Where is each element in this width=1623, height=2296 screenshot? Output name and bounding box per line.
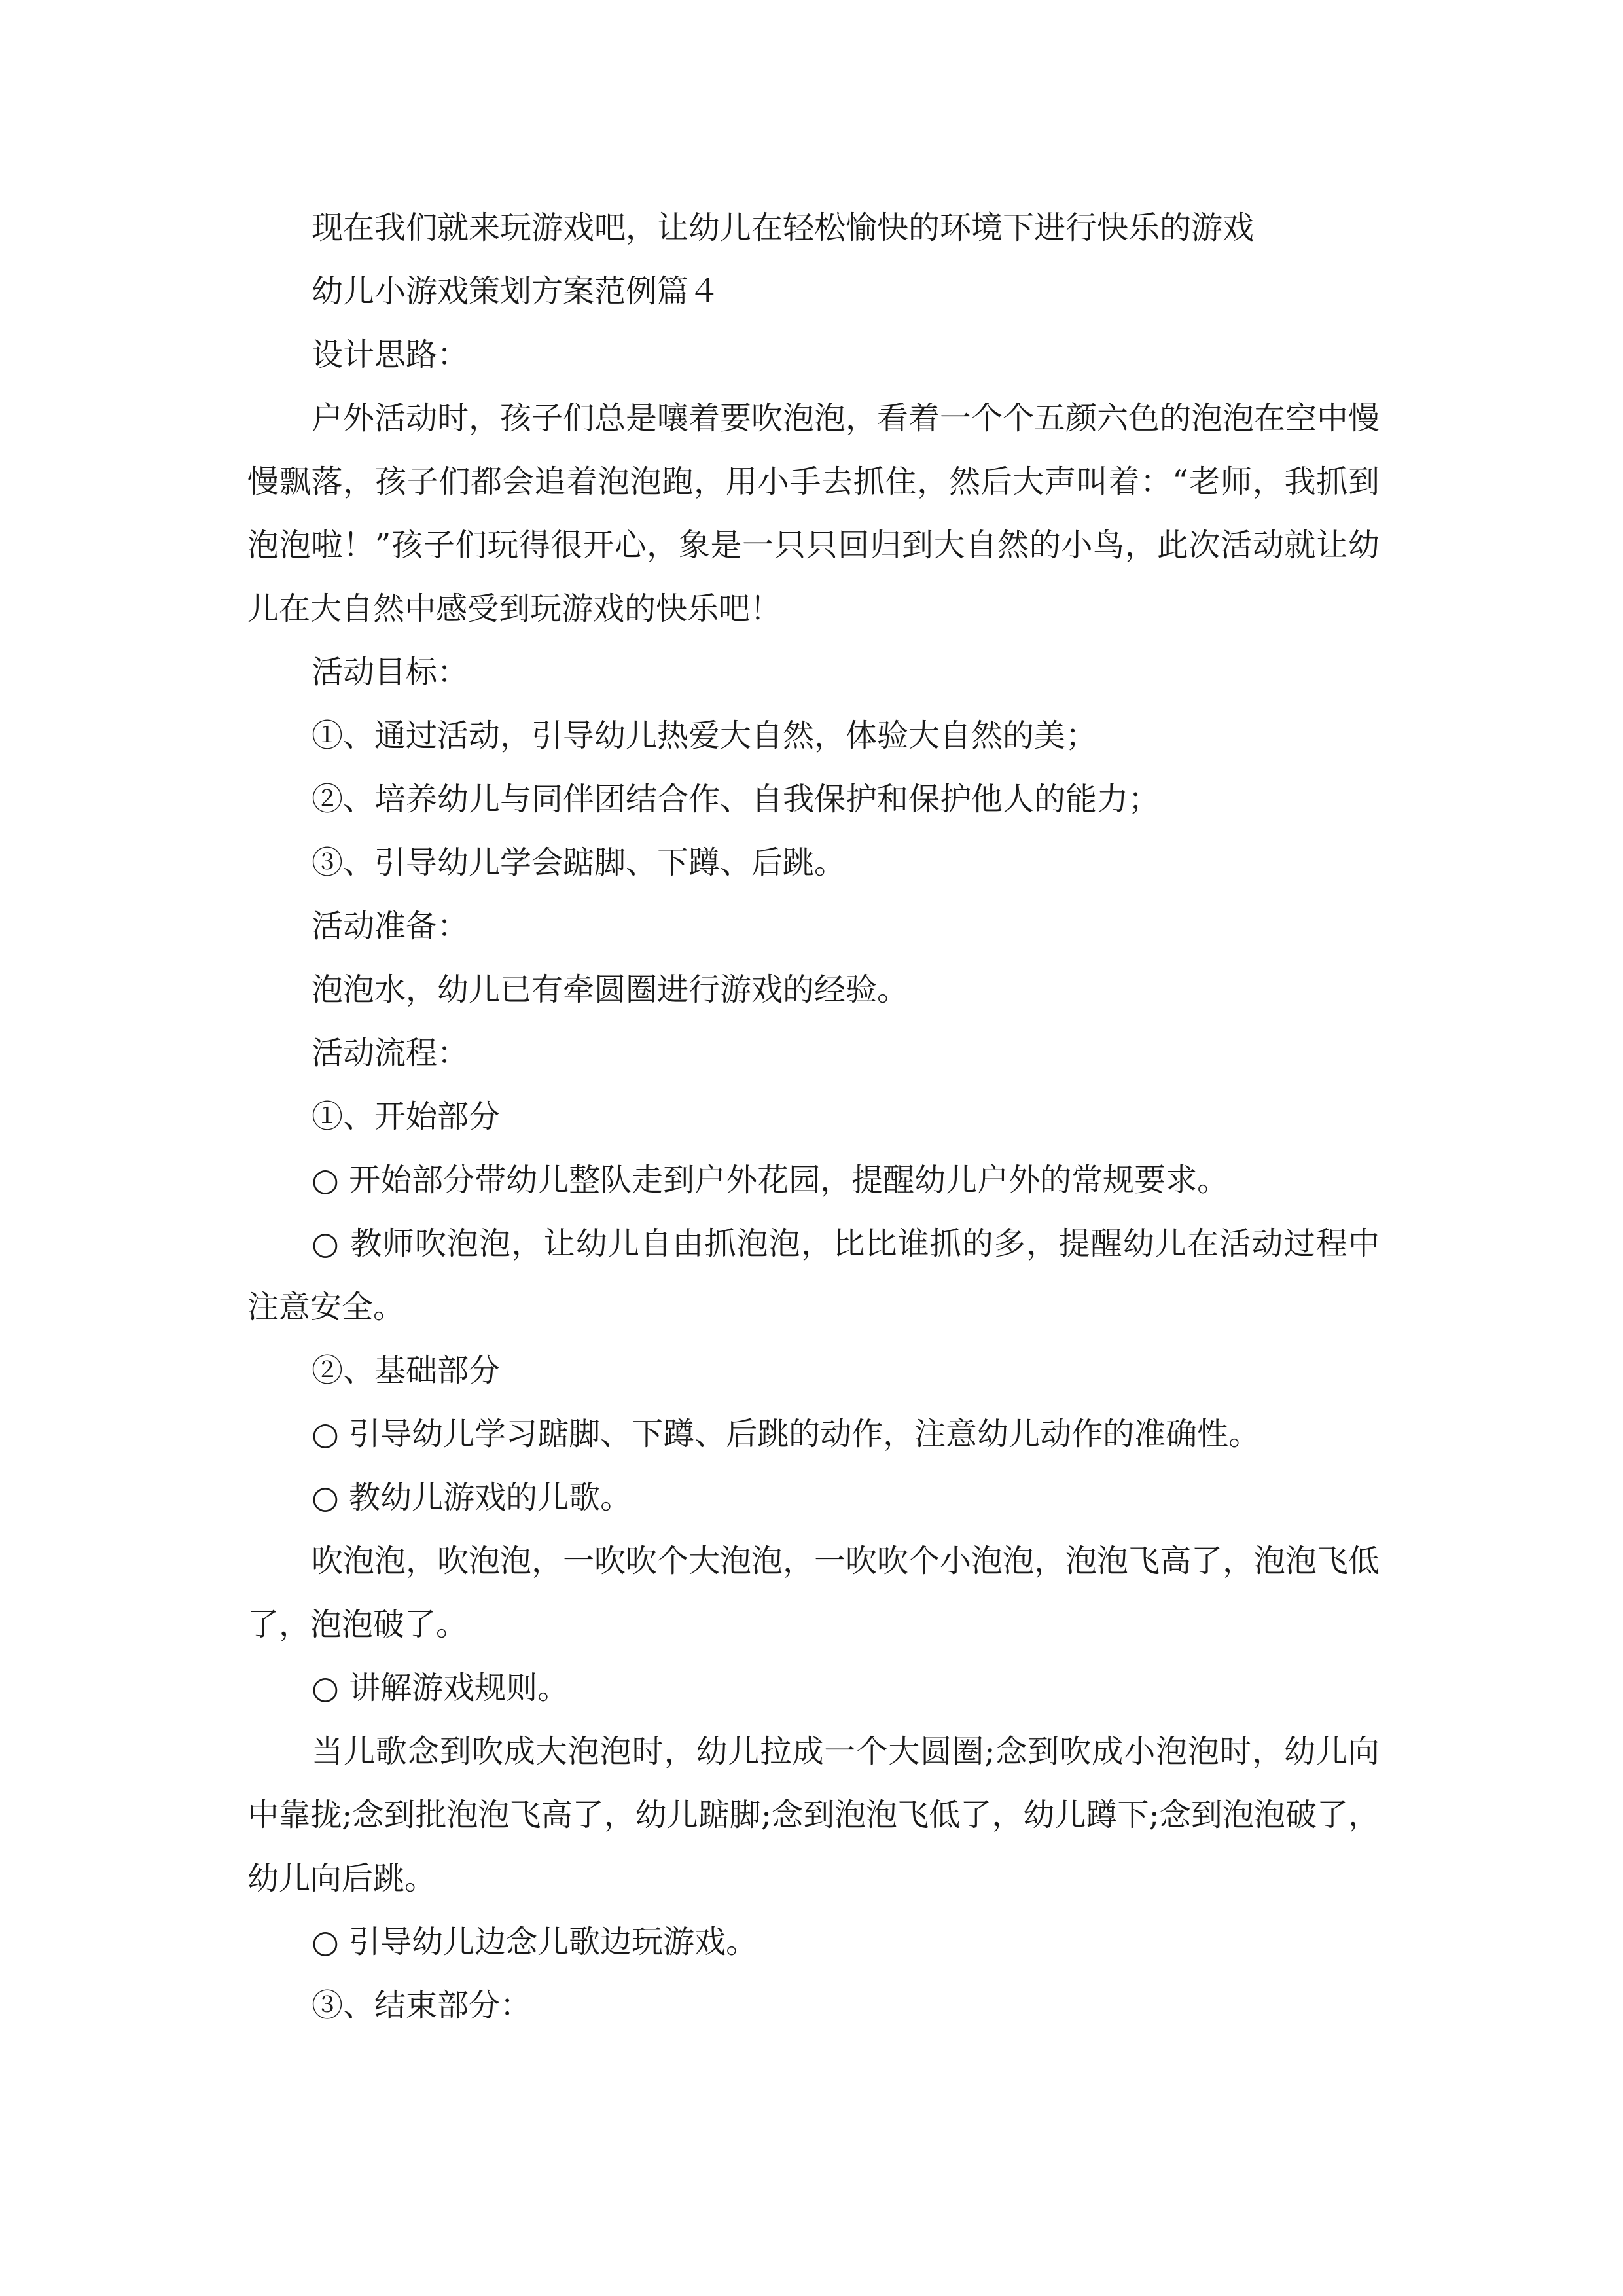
paragraph-rhyme: 吹泡泡，吹泡泡，一吹吹个大泡泡，一吹吹个小泡泡，泡泡飞高了，泡泡飞低了，泡泡破了。: [247, 1543, 1380, 1643]
document-body: [247, 196, 1380, 2037]
section-heading: 幼儿小游戏策划方案范例篇４: [312, 273, 721, 310]
process-step: ②、基础部分: [312, 1352, 501, 1389]
bullet-item: ○ 开始部分带幼儿整队走到户外花园，提醒幼儿户外的常规要求。: [312, 1162, 1229, 1198]
paragraph-rules: 当儿歌念到吹成大泡泡时，幼儿拉成一个大圆圈;念到吹成小泡泡时，幼儿向中靠拢;念到批泡泡飞高了，幼儿踮脚;念到泡泡飞低了，幼儿蹲下;念到泡泡破了，幼儿向后跳。: [247, 1733, 1380, 1897]
paragraph-intro: 现在我们就来玩游戏吧，让幼儿在轻松愉快的环境下进行快乐的游戏: [312, 209, 1255, 246]
bullet-item: ○ 教师吹泡泡，让幼儿自由抓泡泡，比比谁抓的多，提醒幼儿在活动过程中注意安全。: [247, 1225, 1380, 1325]
goal-item: ②、培养幼儿与同伴团结合作、自我保护和保护他人的能力；: [312, 781, 1160, 817]
paragraph-design: 户外活动时，孩子们总是嚷着要吹泡泡，看着一个个五颜六色的泡泡在空中慢慢飘落，孩子们都会追着泡泡跑，用小手去抓住，然后大声叫着：“老师，我抓到泡泡啦！”孩子们玩得很开心，象是一只只回归到大自然的小鸟，此次活动就让幼儿在大自然中感受到玩游戏的快乐吧！: [247, 400, 1380, 627]
subheading-goals: 活动目标：: [312, 654, 469, 691]
bullet-item: ○ 讲解游戏规则。: [312, 1670, 569, 1706]
bullet-item: ○ 引导幼儿学习踮脚、下蹲、后跳的动作，注意幼儿动作的准确性。: [312, 1416, 1260, 1452]
subheading-design: 设计思路：: [312, 336, 469, 373]
bullet-item: ○ 引导幼儿边念儿歌边玩游戏。: [312, 1924, 758, 1960]
bullet-item: ○ 教幼儿游戏的儿歌。: [312, 1479, 632, 1516]
subheading-prep: 活动准备：: [312, 908, 469, 944]
goal-item: ③、引导幼儿学会踮脚、下蹲、后跳。: [312, 844, 846, 881]
subheading-process: 活动流程：: [312, 1035, 469, 1071]
process-step: ①、开始部分: [312, 1098, 501, 1135]
goal-item: ①、通过活动，引导幼儿热爱大自然，体验大自然的美；: [312, 717, 1097, 754]
process-step: ③、结束部分：: [312, 1987, 532, 2024]
paragraph-prep: 泡泡水，幼儿已有牵圆圈进行游戏的经验。: [312, 971, 909, 1008]
